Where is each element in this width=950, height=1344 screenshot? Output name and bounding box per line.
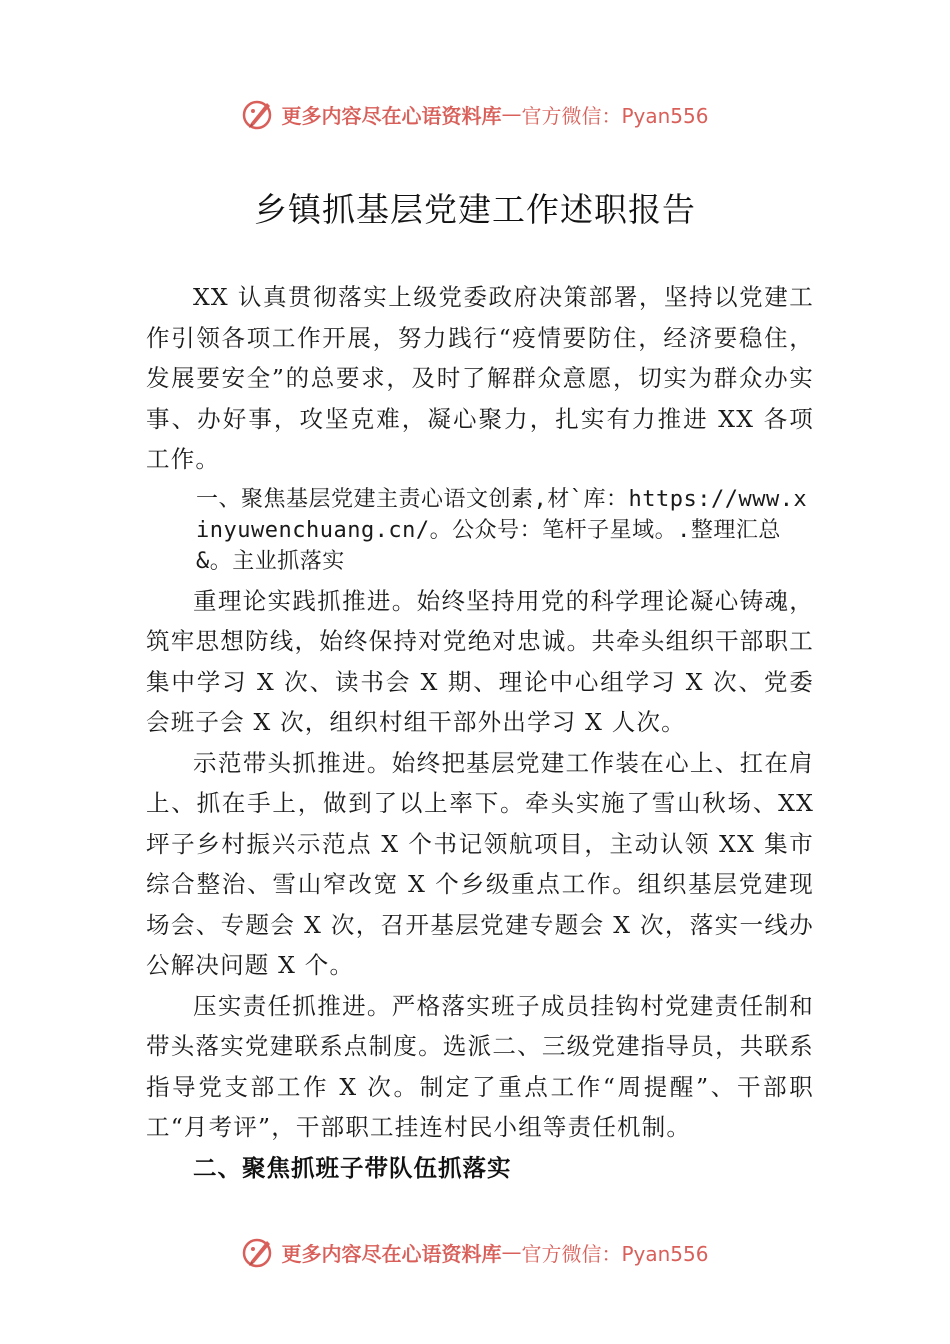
banner-site-text: 更多内容尽在心语资料库 (281, 1241, 502, 1266)
footer-banner (0, 1232, 950, 1272)
header-banner (0, 94, 950, 134)
banner-separator: — (501, 102, 522, 126)
intro-paragraph: XX 认真贯彻落实上级党委政府决策部署，坚持以党建工作引领各项工作开展，努力践行“疫情要防住，经济要稳住，发展要安全”的总要求，及时了解群众意愿，切实为群众办实事、办好事，攻坚克难，凝心聚力，扎实有力推进 XX 各项工作。 (146, 283, 814, 473)
banner-site-text: 更多内容尽在心语资料库 (281, 103, 502, 128)
document-body (146, 277, 814, 1188)
banner-separator: — (501, 1240, 522, 1264)
paragraph-responsibility: 压实责任抓推进。严格落实班子成员挂钩村党建责任制和带头落实党建联系点制度。选派二、三级党建指导员，共联系指导党支部工作 X 次。制定了重点工作“周提醒”、干部职工“月考评”，干部职工挂连村民小组等责任机制。 (146, 991, 814, 1141)
section-one-heading: 一、聚焦基层党建主责心语文创素,材`库：https://www.xinyuwenchuang.cn/。公众号：笔杆子星域。.整理汇总&。主业抓落实 (196, 486, 808, 574)
paragraph-theory-practice: 重理论实践抓推进。始终坚持用党的科学理论凝心铸魂，筑牢思想防线，始终保持对党绝对忠诚。共牵头组织干部职工集中学习 X 次、读书会 X 期、理论中心组学习 X 次、党委会班子会 X 次，组织村组干部外出学习 X 人次。 (146, 586, 814, 736)
document-title: 乡镇抓基层党建工作述职报告 (254, 190, 696, 229)
pen-circle-logo-icon (241, 97, 275, 131)
banner-wechat-text: 官方微信：Pyan556 (521, 103, 709, 128)
pen-circle-logo-icon (241, 1235, 275, 1269)
section-two-heading: 二、聚焦抓班子带队伍抓落实 (193, 1153, 512, 1182)
banner-wechat-text: 官方微信：Pyan556 (521, 1241, 709, 1266)
paragraph-leading-example: 示范带头抓推进。始终把基层党建工作装在心上、扛在肩上、抓在手上，做到了以上率下。牵头实施了雪山秋场、XX 坪子乡村振兴示范点 X 个书记领航项目，主动认领 XX 集市综合整治、雪山窄改宽 X 个乡级重点工作。组织基层党建现场会、专题会 X 次，召开基层党建专题会 X 次，落实一线办公解决问题 X 个。 (146, 748, 814, 979)
